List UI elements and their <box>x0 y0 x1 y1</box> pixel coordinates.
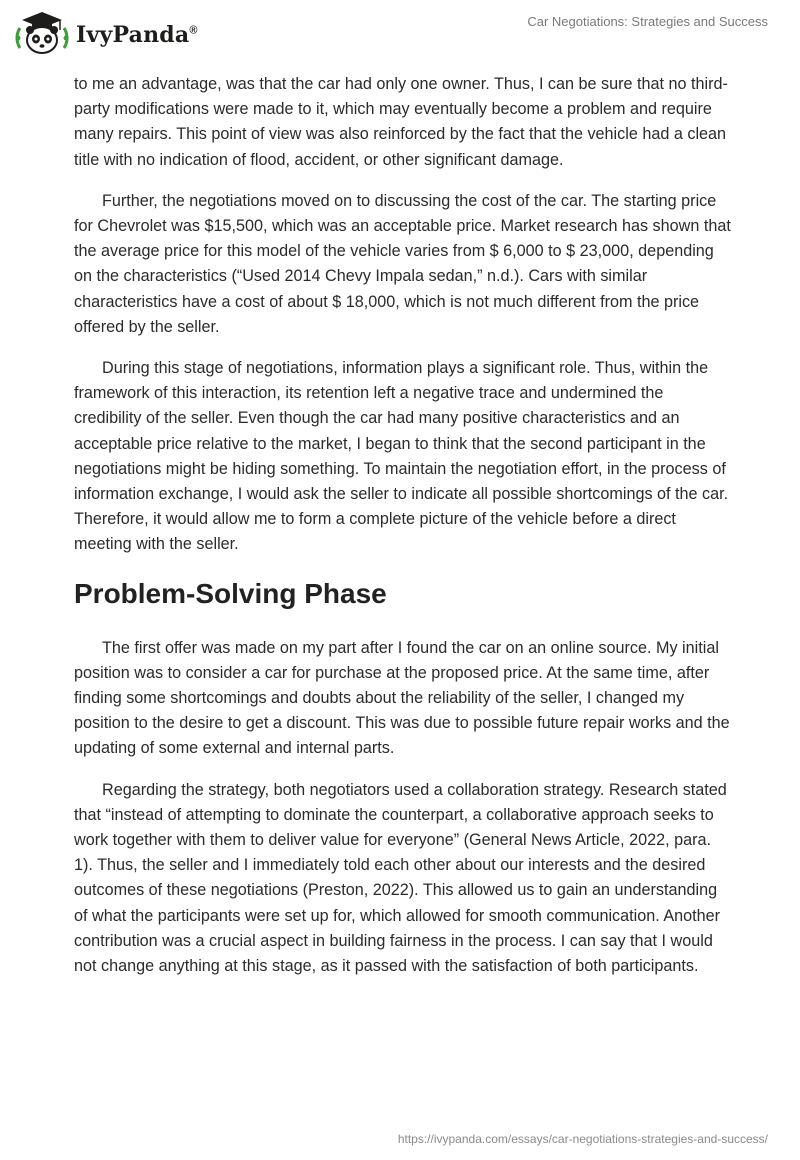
document-title: Car Negotiations: Strategies and Success <box>527 14 768 29</box>
registered-mark: ® <box>189 24 198 37</box>
ivypanda-logo[interactable] <box>14 8 198 58</box>
page-header <box>0 0 800 60</box>
paragraph: During this stage of negotiations, information plays a significant role. Thus, within the framework of this interaction, its retention left a negative trace and undermined the credibility of the seller. Even though the car had many positive characteristics and an acceptable price relative to the market, I began to think that the second participant in the negotiations might be hiding something. To maintain the negotiation effort, in the process of information exchange, I would ask the seller to indicate all possible shortcomings of the car. Therefore, it would allow me to form a complete picture of the vehicle before a direct meeting with the seller. <box>74 359 729 554</box>
paragraph: to me an advantage, was that the car had only one owner. Thus, I can be sure that no third-party modifications were made to it, which may eventually become a problem and require many repairs. This point of view was also reinforced by the fact that the vehicle had a clean title with no indication of flood, accident, or other significant damage. <box>74 75 728 169</box>
logo-wordmark: IvyPanda® <box>76 22 198 48</box>
footer-source-link[interactable]: https://ivypanda.com/essays/car-negotiations-strategies-and-success/ <box>397 1132 768 1146</box>
paragraph: Further, the negotiations moved on to discussing the cost of the car. The starting price for Chevrolet was $15,500, which was an acceptable price. Market research has shown that the average price for this model of the vehicle varies from $ 6,000 to $ 23,000, depending on the characteristics (“Used 2014 Chevy Impala sedan,” n.d.). Cars with similar characteristics have a cost of about $ 18,000, which is not much different from the price offered by the seller. <box>74 191 731 336</box>
section-heading: Problem-Solving Phase <box>74 577 387 609</box>
paragraph: The first offer was made on my part after I found the car on an online source. My initial position was to consider a car for purchase at the proposed price. At the same time, after finding some shortcomings and doubts about the reliability of the seller, I changed my position to the desire to get a discount. This was due to possible future repair works and the updating of some external and internal parts. <box>74 638 730 758</box>
panda-graduate-logo-icon <box>14 8 70 58</box>
essay-body <box>74 72 734 995</box>
paragraph: Regarding the strategy, both negotiators used a collaboration strategy. Research stated that “instead of attempting to dominate the counterpart, a collaborative approach seeks to work together with them to deliver value for everyone” (General News Article, 2022, para. 1). Thus, the seller and I immediately told each other about our interests and the desired outcomes of these negotiations (Preston, 2022). This allowed us to gain an understanding of what the participants were set up for, which allowed for smooth communication. Another contribution was a crucial aspect in building fairness in the process. I can say that I would not change anything at this stage, as it passed with the satisfaction of both participants. <box>74 780 727 976</box>
